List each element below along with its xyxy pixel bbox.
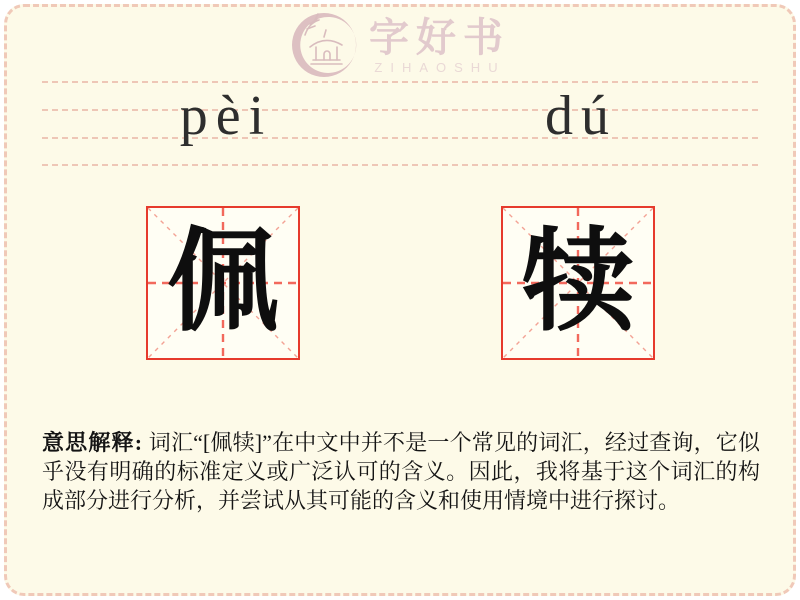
- brand-name-en: ZIHAOSHU: [374, 59, 506, 75]
- explanation-label: 意思解释:: [42, 430, 144, 455]
- pinyin-word-2: dú: [545, 85, 617, 147]
- explanation-paragraph: [42, 428, 760, 515]
- pinyin-guide-line: [42, 164, 758, 166]
- pavilion-crescent-icon: [290, 11, 358, 79]
- hanzi-box-2: [501, 206, 655, 360]
- brand-name-block: [362, 14, 510, 75]
- brand-logo: [0, 9, 800, 81]
- explanation-text: 词汇“[佩犊]”在中文中并不是一个常见的词汇，经过查询，它似乎没有明确的标准定义或广泛认可的含义。因此，我将基于这个词汇的构成部分进行分析，并尝试从其可能的含义和使用情境中进行探讨。: [42, 430, 760, 513]
- hanzi-character-1: 佩: [167, 221, 279, 345]
- hanzi-box-1: [146, 206, 300, 360]
- hanzi-character-2: 犊: [522, 221, 634, 345]
- pinyin-guide-line: [42, 81, 758, 83]
- brand-name: 字好书: [369, 14, 510, 60]
- pinyin-word-1: pèi: [179, 85, 273, 147]
